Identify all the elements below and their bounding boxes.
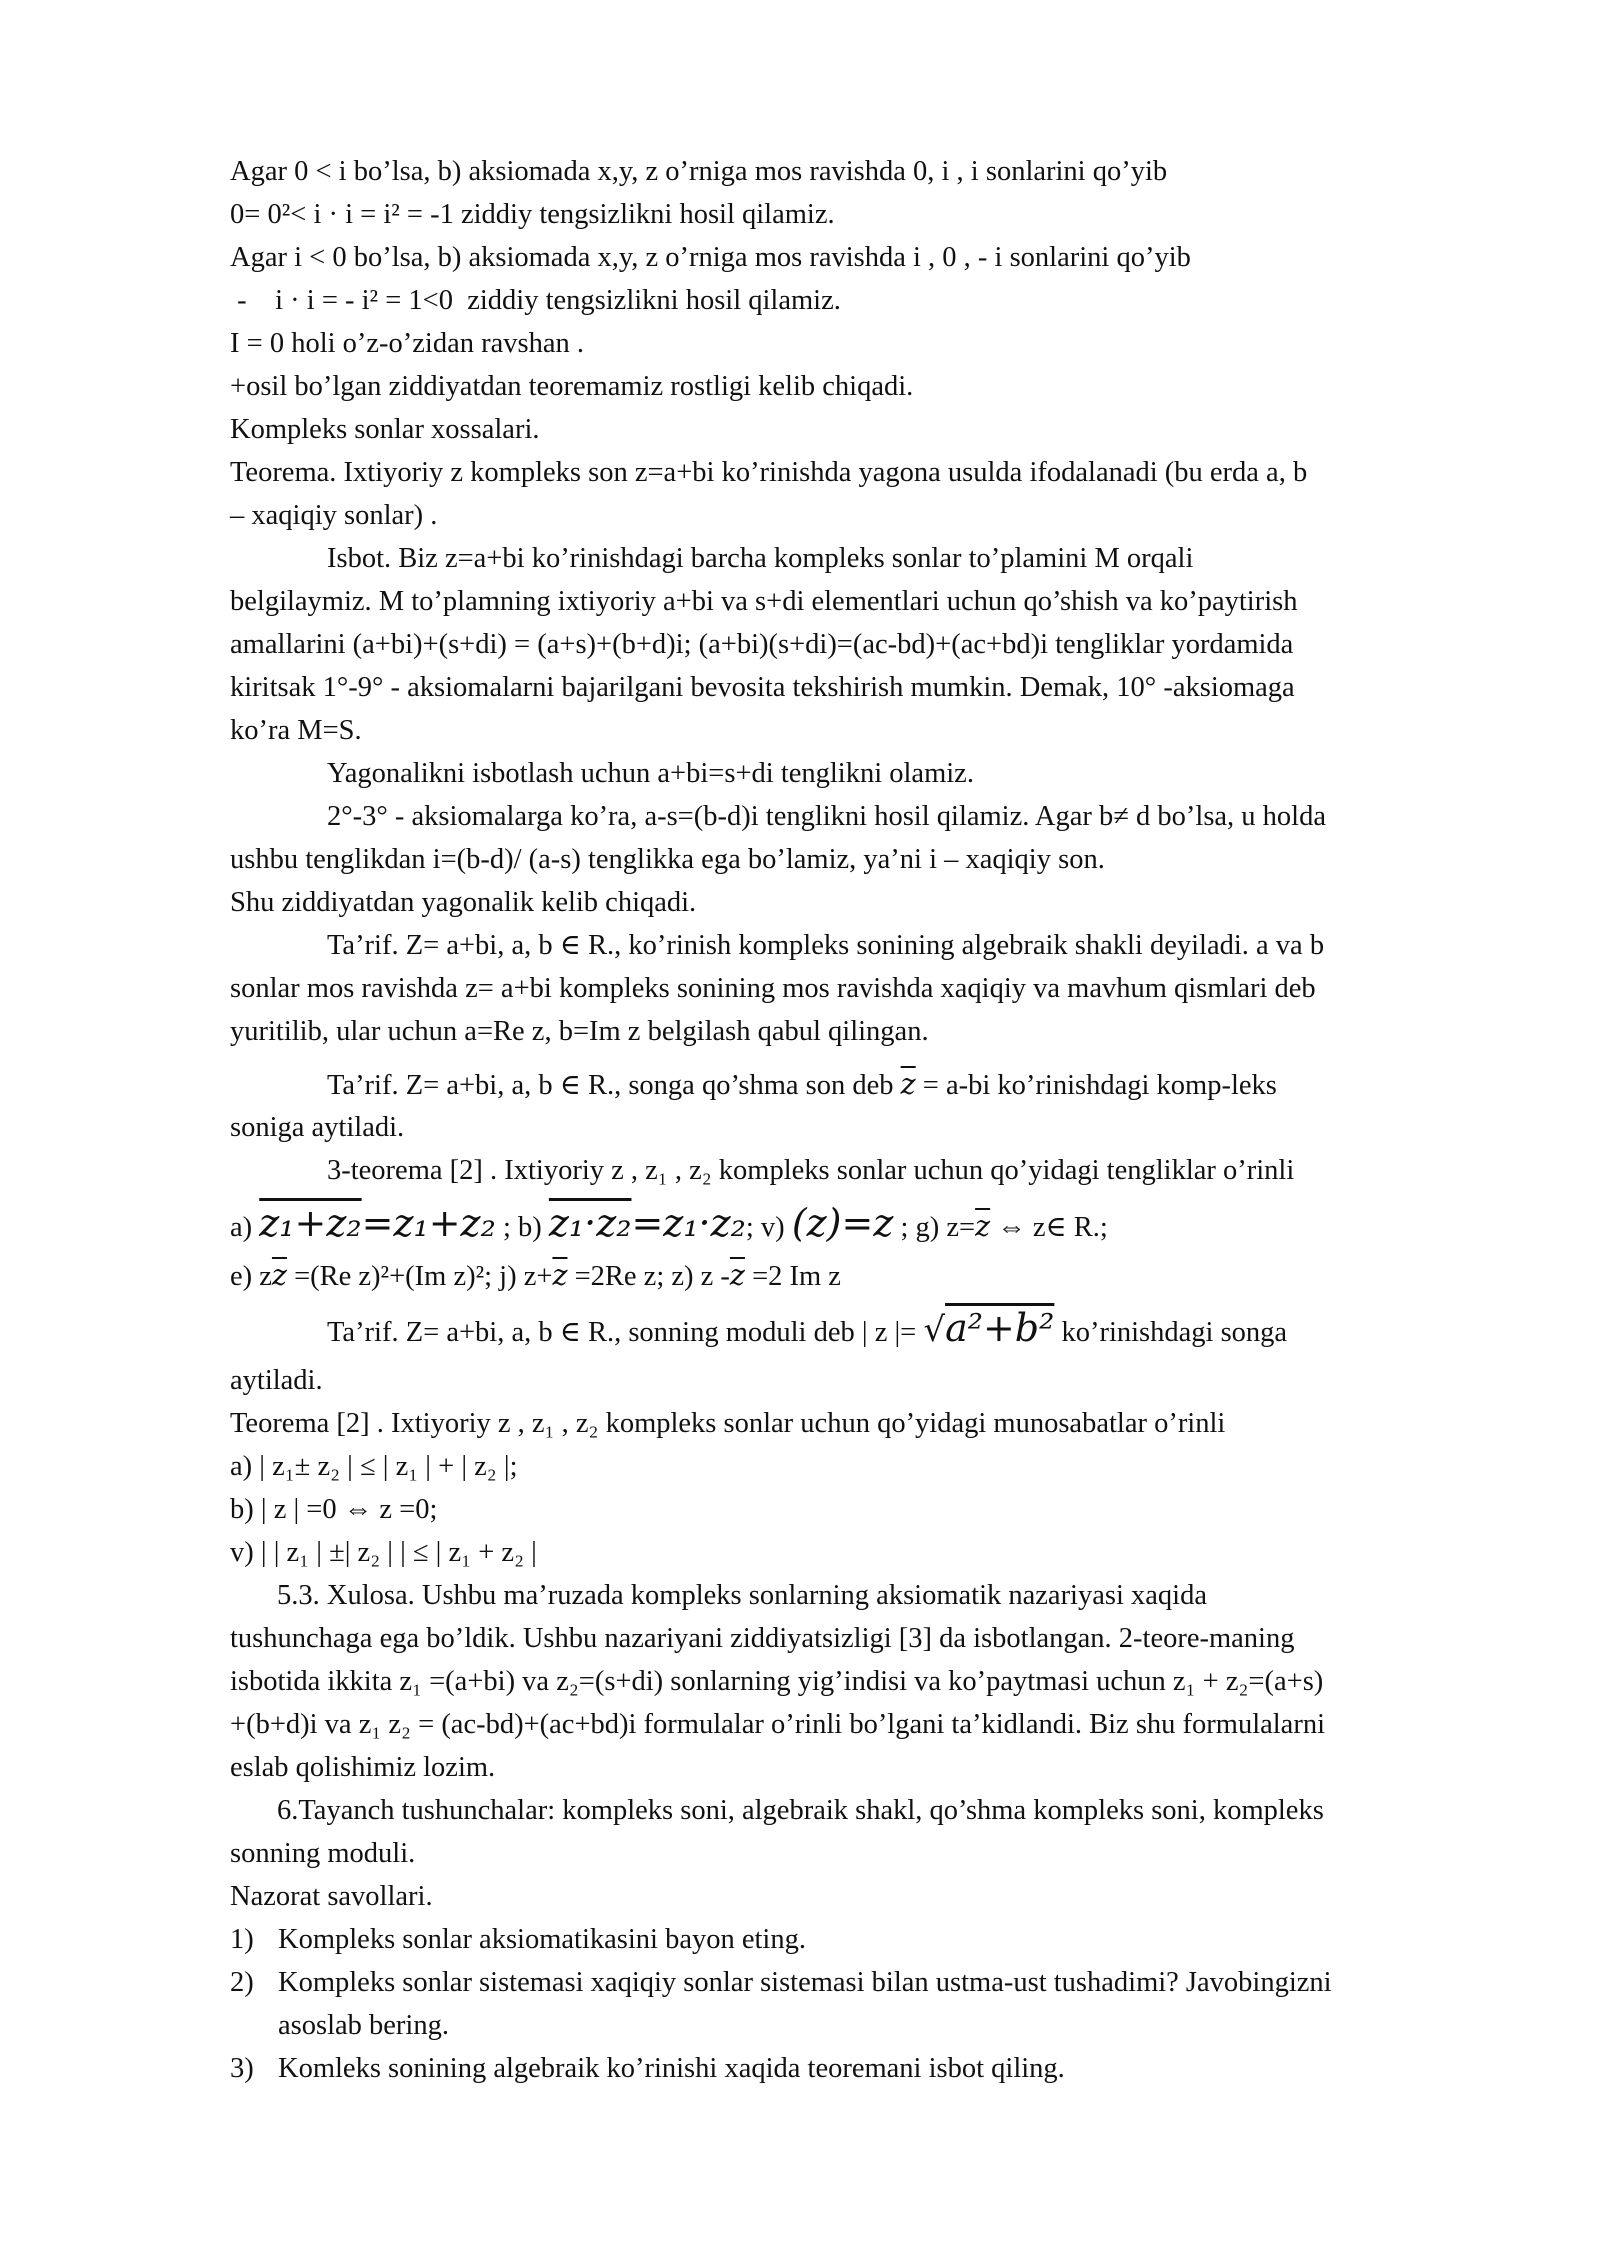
def-text: Ta’rif. Z= a+bi, a, b ∈ R., songa qo’shma son deb [327, 1070, 901, 1101]
formula-row [230, 1192, 1490, 1254]
list-item-continuation: asoslab bering. [278, 2010, 449, 2041]
proof-line: ko’ra M=S. [230, 715, 362, 746]
list-text: Kompleks sonlar sistemasi xaqiqiy sonlar sistemasi bilan ustma-ust tushadimi? Javobingizni [278, 1967, 1332, 1998]
proof-line: Isbot. Biz z=a+bi ko’rinishdagi barcha kompleks sonlar to’plamini M orqali [327, 543, 1194, 574]
def-text: = a-bi ko’rinishdagi komp-leks [915, 1070, 1277, 1101]
definition-line: aytiladi. [230, 1365, 323, 1396]
modulus-definition [230, 1297, 1490, 1359]
list-number: 2) [230, 1967, 254, 1998]
formula-text: e) z [230, 1261, 272, 1292]
text-line: Agar 0 < i bo’lsa, b) aksiomada x,y, z o’rniga mos ravishda 0, i , i sonlarini qo’yib [230, 156, 1168, 187]
theorem-item: b) | z | =0 ⇔ z =0; [230, 1494, 438, 1525]
formula-part: z₁·z₂ [548, 1201, 632, 1245]
uniqueness-line: 2°-3° - aksiomalarga ko’ra, a-s=(b-d)i tenglikni hosil qilamiz. Agar b≠ d bo’lsa, u holda [327, 801, 1327, 832]
text-line: – xaqiqiy sonlar) . [230, 500, 438, 531]
conclusion-line: 5.3. Xulosa. Ushbu ma’ruzada kompleks sonlarning aksiomatik nazariyasi xaqida [277, 1580, 1207, 1611]
formula-label: ; b) [495, 1212, 549, 1243]
theorem-3-statement: 3-teorema [2] . Ixtiyoriy z , z₁ , z₂ kompleks sonlar uchun qo’yidagi tengliklar o’rinli [327, 1155, 1295, 1186]
uniqueness-line: Shu ziddiyatdan yagonalik kelib chiqadi. [230, 887, 697, 918]
list-item [230, 2047, 1490, 2090]
formula-part: =z₁+z₂ [361, 1201, 496, 1245]
formula-b [549, 1201, 746, 1245]
formula-row [230, 1254, 1490, 1297]
conjugate-symbol: $\overline{z}$ [900, 1068, 916, 1101]
proof-line: amallarini (a+bi)+(s+di) = (a+s)+(b+d)i; (a+bi)(s+di)=(ac-bd)+(ac+bd)i tengliklar yordamida [230, 629, 1294, 660]
theorem-statement: Teorema [2] . Ixtiyoriy z , z₁ , z₂ kompleks sonlar uchun qo’yidagi munosabatlar o’rinli [230, 1408, 1226, 1439]
text-line: Agar i < 0 bo’lsa, b) aksiomada x,y, z o’rniga mos ravishda i , 0 , - i sonlarini qo’yib [230, 242, 1191, 273]
definition-line: Ta’rif. Z= a+bi, a, b ∈ R., ko’rinish kompleks sonining algebraik shakli deyiladi. a va b [327, 930, 1325, 961]
formula-label: ; v) [745, 1212, 792, 1243]
conclusion-line: +(b+d)i va z₁ z₂ = (ac-bd)+(ac+bd)i formulalar o’rinli bo’lgani ta’kidlandi. Biz shu formulalarni [230, 1709, 1325, 1740]
formula-label: ; g) z= [893, 1212, 976, 1243]
formula-text: =(Re z)²+(Im z)²; j) z+ [286, 1261, 553, 1292]
conclusion-line: tushunchaga ega bo’ldik. Ushbu nazariyani ziddiyatsizligi [3] da isbotlangan. 2-teore-maning [230, 1623, 1295, 1654]
conjugate-symbol: $\overline{z}$ [975, 1210, 991, 1243]
list-text: Kompleks sonlar aksiomatikasini bayon eting. [278, 1924, 806, 1955]
text-line: 0= 0²< i · i = i² = -1 ziddiy tengsizlikni hosil qilamiz. [230, 199, 835, 230]
list-item [230, 1918, 1490, 1961]
concepts-line: 6.Tayanch tushunchalar: kompleks soni, algebraik shakl, qo’shma kompleks soni, kompleks [277, 1795, 1324, 1826]
definition-line: sonlar mos ravishda z= a+bi kompleks sonining mos ravishda xaqiqiy va mavhum qismlari deb [230, 973, 1316, 1004]
uniqueness-line: Yagonalikni isbotlash uchun a+bi=s+di tenglikni olamiz. [327, 758, 974, 789]
concepts-line: sonning moduli. [230, 1838, 416, 1869]
conjugate-definition [230, 1063, 1490, 1106]
formula-part: =z₁·z₂ [631, 1201, 746, 1245]
theorem-item: v) | | z₁ | ±| z₂ | | ≤ | z₁ + z₂ | [230, 1537, 537, 1568]
document-body [230, 150, 1490, 2090]
text-line: - i · i = - i² = 1<0 ziddiy tengsizlikni hosil qilamiz. [230, 285, 841, 316]
conjugate-symbol: $\overline{z}$ [729, 1259, 745, 1292]
uniqueness-line: ushbu tenglikdan i=(b-d)/ (a-s) tenglikka ega bo’lamiz, ya’ni i – xaqiqiy son. [230, 844, 1105, 875]
conjugate-symbol: $\overline{z}$ [552, 1259, 568, 1292]
list-text: Komleks sonining algebraik ko’rinishi xaqida teoremani isbot qiling. [278, 2053, 1065, 2084]
theorem-item: a) | z₁± z₂ | ≤ | z₁ | + | z₂ |; [230, 1451, 518, 1482]
formula-v: (z)=z [791, 1201, 894, 1245]
conjugate-symbol: $\overline{z}$ [271, 1259, 287, 1292]
proof-line: belgilaymiz. M to’plamning ixtiyoriy a+bi va s+di elementlari uchun qo’shish va ko’paytirish [230, 586, 1298, 617]
formula-text: =2Re z; z) z - [567, 1261, 730, 1292]
sqrt-sign: √ [923, 1310, 946, 1350]
formula-text: =2 Im z [744, 1261, 841, 1292]
list-number: 3) [230, 2053, 254, 2084]
def-text: ko’rinishdagi songa [1054, 1317, 1288, 1348]
theorem-statement: Teorema. Ixtiyoriy z kompleks son z=a+bi ko’rinishda yagona usulda ifodalanadi (bu erda a, b [230, 457, 1308, 488]
text-line: +osil bo’lgan ziddiyatdan teoremamiz rostligi kelib chiqadi. [230, 371, 914, 402]
sqrt-radicand: a²+b² [945, 1306, 1055, 1350]
text-line: I = 0 holi o’z-o’zidan ravshan . [230, 328, 584, 359]
proof-line: kiritsak 1°-9° - aksiomalarni bajarilgani bevosita tekshirish mumkin. Demak, 10° -aksiomaga [230, 672, 1295, 703]
conclusion-line: isbotida ikkita z₁ =(a+bi) va z₂=(s+di) sonlarning yig’indisi va ko’paytmasi uchun z₁ + z₂=(a+s) [230, 1666, 1324, 1697]
conclusion-line: eslab qolishimiz lozim. [230, 1752, 496, 1783]
formula-text: ⇔ z∈ R.; [990, 1212, 1108, 1243]
list-item [230, 1961, 1490, 2004]
section-heading: Kompleks sonlar xossalari. [230, 414, 540, 445]
formula-part: z₁+z₂ [259, 1201, 362, 1245]
def-text: Ta’rif. Z= a+bi, a, b ∈ R., sonning moduli deb | z |= [327, 1317, 924, 1348]
definition-line: soniga aytiladi. [230, 1112, 405, 1143]
formula-a [259, 1201, 496, 1245]
formula-label: a) [230, 1212, 260, 1243]
list-number: 1) [230, 1924, 254, 1955]
definition-line: yuritilib, ular uchun a=Re z, b=Im z belgilash qabul qilingan. [230, 1016, 929, 1047]
questions-title: Nazorat savollari. [230, 1881, 433, 1912]
